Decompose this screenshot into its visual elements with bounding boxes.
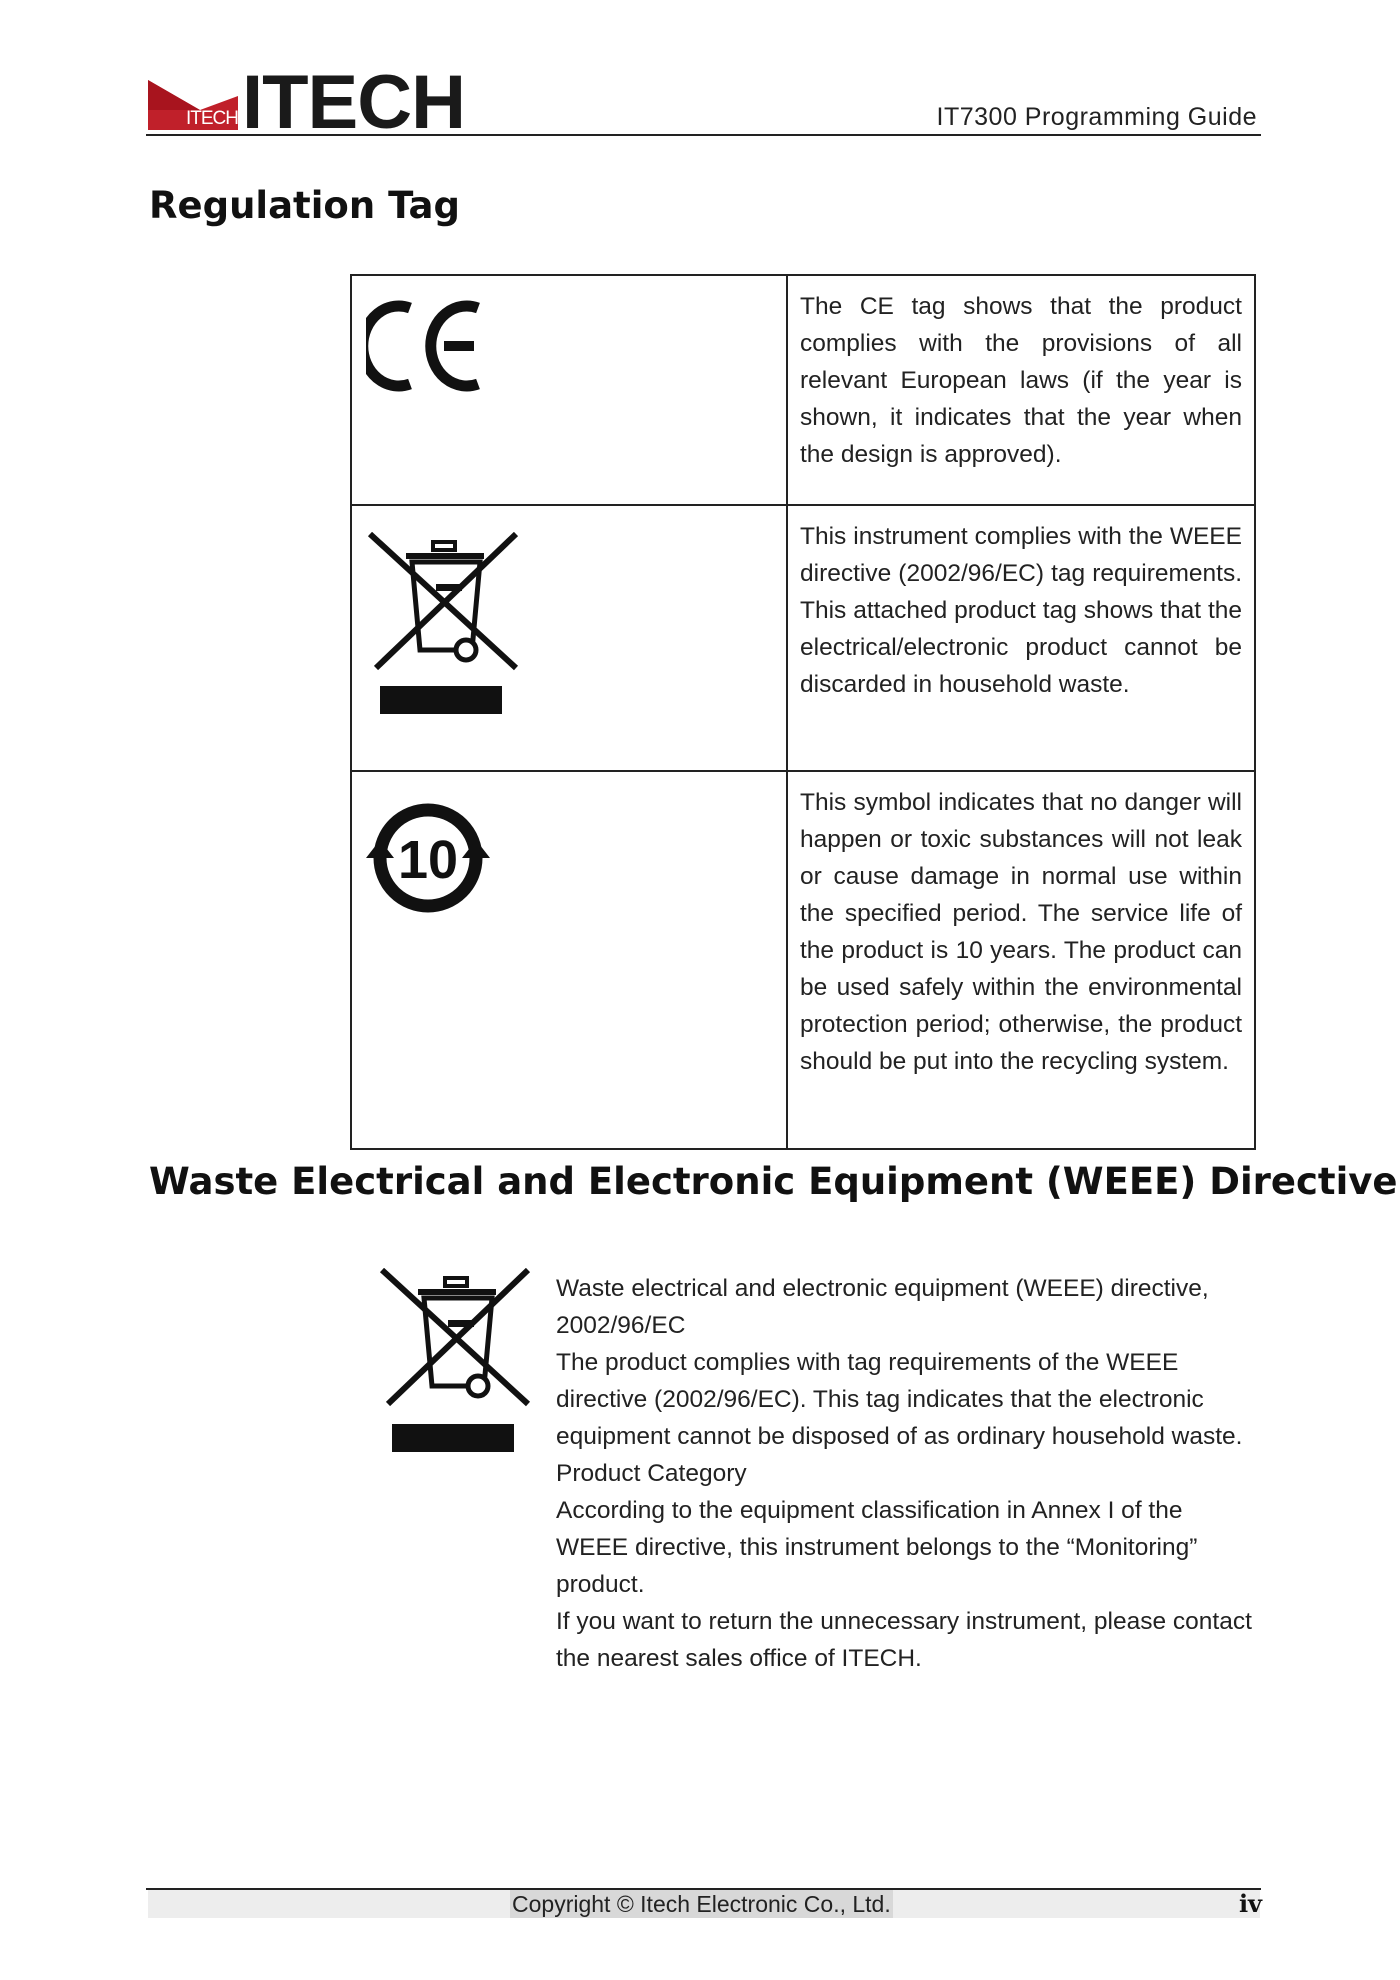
page-number: iv: [1238, 1889, 1262, 1918]
icon-cell: [351, 771, 787, 1149]
epup-10-year-icon: [366, 800, 496, 920]
logo-mark-text: ITECH: [186, 108, 238, 129]
table-row: [351, 275, 1255, 505]
icon-cell: [351, 275, 787, 505]
copyright-text: Copyright © Itech Electronic Co., Ltd.: [512, 1891, 891, 1917]
epup-description: This symbol indicates that no danger will happen or toxic substances will not leak or cause damage in normal use within the specified period. The service life of the product is 10 years. The product can be used safely within the environmental protection period; otherwise, the product should be put into the recycling system.: [787, 771, 1255, 1149]
itech-logo-mark: [148, 74, 240, 132]
ce-description: The CE tag shows that the product complies with the provisions of all relevant European laws (if the year is shown, it indicates that the year when the design is approved).: [787, 275, 1255, 505]
page-header: [146, 60, 1261, 145]
weee-figure: [380, 1268, 540, 1473]
weee-paragraph-title: Waste electrical and electronic equipment (WEEE) directive, 2002/96/EC: [556, 1275, 1209, 1339]
table-row: [351, 505, 1255, 771]
ce-mark-text: CE: [366, 296, 368, 297]
logo-wordmark: ITECH: [242, 60, 465, 145]
guide-title: IT7300 Programming Guide: [936, 103, 1257, 131]
itech-logo: [148, 60, 465, 145]
icon-cell: [351, 505, 787, 771]
weee-directive-text: [556, 1270, 1256, 1677]
weee-directive-heading: Waste Electrical and Electronic Equipment (WEEE) Directive: [149, 1160, 1398, 1203]
weee-tag-description: This instrument complies with the WEEE directive (2002/96/EC) tag requirements. This attached product tag shows that the electrical/electronic product cannot be discarded in household waste.: [787, 505, 1255, 771]
weee-crossed-bin-icon: [368, 532, 528, 732]
regulation-table: [350, 274, 1256, 1150]
ce-mark-icon: [366, 296, 486, 396]
weee-paragraph-compliance: The product complies with tag requirements of the WEEE directive (2002/96/EC). This tag indicates that the electronic equipment cannot be disposed of as ordinary household waste.: [556, 1349, 1243, 1450]
weee-paragraph-category-label: Product Category: [556, 1460, 747, 1487]
epup-10-text: 10: [397, 830, 459, 890]
table-row: [351, 771, 1255, 1149]
regulation-tag-heading: Regulation Tag: [149, 184, 460, 227]
weee-paragraph-return: If you want to return the unnecessary instrument, please contact the nearest sales office of ITECH.: [556, 1608, 1252, 1672]
weee-crossed-bin-icon: [380, 1268, 540, 1468]
weee-paragraph-category: According to the equipment classification in Annex I of the WEEE directive, this instrument belongs to the “Monitoring” product.: [556, 1497, 1198, 1598]
